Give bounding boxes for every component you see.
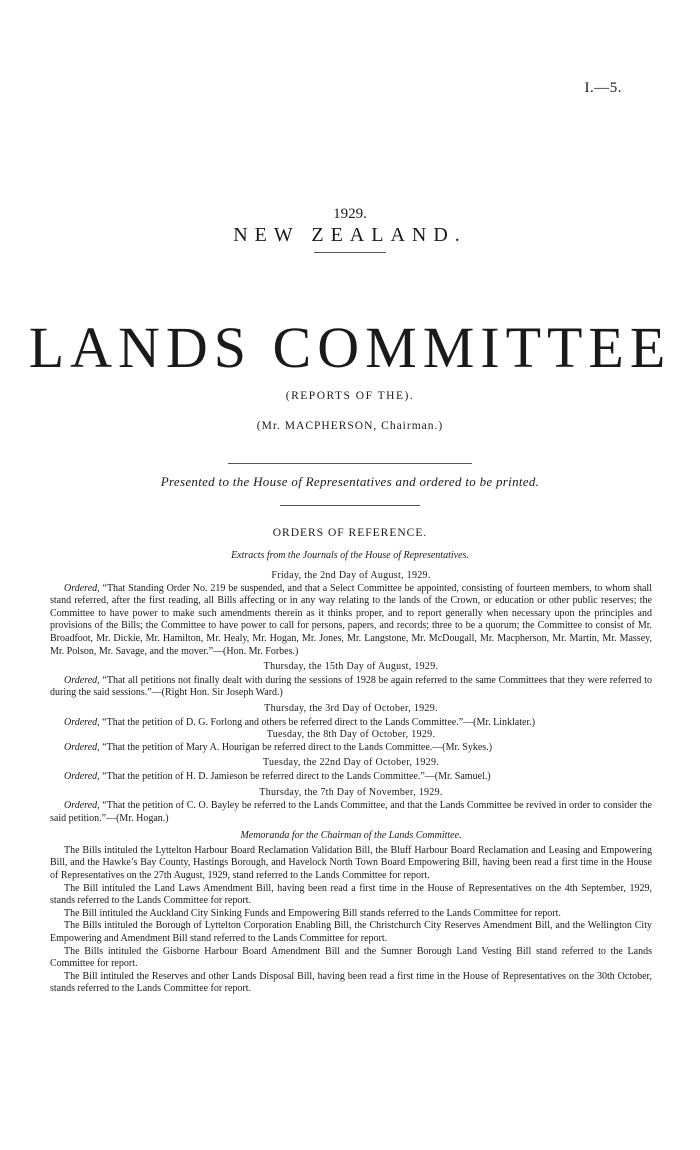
order-date: Thursday, the 3rd Day of October, 1929. [264, 702, 438, 714]
memoranda-heading: Memoranda for the Chairman of the Lands Committee. [240, 830, 462, 842]
order-paragraph [50, 771, 652, 784]
document-title: LANDS COMMITTEE [28, 315, 672, 380]
order-paragraph [50, 583, 652, 659]
ordered-label: Ordered, [64, 770, 100, 782]
order-date: Thursday, the 7th Day of November, 1929. [259, 786, 443, 798]
memo-paragraph: The Bills intituled the Gisborne Harbour Board Amendment Bill and the Sumner Borough Land Vesting Bill stand referred to the Lands Committee for report. [50, 945, 652, 970]
order-paragraph [50, 717, 652, 730]
orders-body [50, 570, 652, 996]
order-text: “That the petition of H. D. Jamieson be referred direct to the Lands Committee.”—(Mr. Samuel.) [99, 770, 491, 782]
divider [228, 463, 472, 464]
order-text: “That Standing Order No. 219 be suspended, and that a Select Committee be appointed, consisting of fourteen members, to whom shall stand referred, after the first reading, all Bills affecting or in any way relating to the lands of the Crown, or education or other public reserves; the Committee to have power to make such amendments therein as it thinks proper, and to report generally when necessary upon the principles and provisions of the Bills; the Committee to have power to call for persons, papers, and records; three to be a quorum; the Committee to consist of Mr. Broadfoot, Mr. Dickie, Mr. Hamilton, Mr. Healy, Mr. Hogan, Mr. Jones, Mr. Langstone, Mr. McDougall, Mr. Macpherson, Mr. Martin, Mr. Massey, Mr. Polson, Mr. Savage, and the mover.”—(Hon. Mr. Forbes.) [50, 582, 652, 657]
order-paragraph [50, 742, 652, 755]
order-date: Friday, the 2nd Day of August, 1929. [271, 570, 431, 581]
order-text: “That the petition of D. G. Forlong and others be referred direct to the Lands Committee.”—(Mr. Linklater.) [99, 716, 536, 728]
year: 1929. [333, 206, 367, 222]
ordered-label: Ordered, [64, 674, 100, 686]
chairman-line: (Mr. MACPHERSON, Chairman.) [256, 420, 444, 432]
ordered-label: Ordered, [64, 741, 100, 753]
extracts-line: Extracts from the Journals of the House of Representatives. [231, 550, 469, 561]
orders-heading: ORDERS OF REFERENCE. [272, 527, 428, 539]
ordered-label: Ordered, [64, 716, 100, 728]
order-paragraph [50, 675, 652, 700]
order-date: Tuesday, the 22nd Day of October, 1929. [262, 757, 440, 769]
ordered-label: Ordered, [64, 582, 100, 594]
ordered-label: Ordered, [64, 800, 100, 812]
memo-paragraph: The Bills intituled the Lyttelton Harbour Board Reclamation Validation Bill, the Bluff Harbour Board Reclamation and Leasing and Empowering Bill, and the Hawke’s Bay County, Hastings Borough, and Havelock North Town Board Empowering Bill, having been read a first time in the House of Representatives on the 27th August, 1929, stand referred to the Lands Committee for report. [50, 844, 652, 882]
order-text: “That the petition of C. O. Bayley be referred to the Lands Committee, and that the Lands Committee be revived in order to consider the said petition.”—(Mr. Hogan.) [50, 800, 652, 824]
memo-paragraph: The Bill intituled the Land Laws Amendment Bill, having been read a first time in the House of Representatives on the 4th September, 1929, stands referred to the Lands Committee for report. [50, 882, 652, 907]
order-text: “That the petition of Mary A. Hourigan be referred direct to the Lands Committee.—(Mr. Sykes.) [99, 741, 493, 753]
order-paragraph [50, 800, 652, 825]
memo-paragraph: The Bill intituled the Reserves and other Lands Disposal Bill, having been read a first time in the House of Representatives on the 30th October, stands referred to the Lands Committee for report. [50, 970, 652, 995]
country-heading: NEW ZEALAND. [233, 224, 467, 246]
divider [314, 252, 386, 253]
memoranda-body [50, 845, 652, 996]
memo-paragraph: The Bill intituled the Auckland City Sinking Funds and Empowering Bill stands referred to the Lands Committee for report. [64, 907, 561, 919]
document-subtitle: (REPORTS OF THE). [285, 390, 415, 402]
divider [280, 505, 420, 506]
order-date: Thursday, the 15th Day of August, 1929. [263, 661, 439, 673]
order-text: “That all petitions not finally dealt with during the sessions of 1928 be again referred to the same Committees that they were referred to during the said sessions.”—(Right Hon. Sir Joseph Ward.) [50, 674, 652, 699]
order-date: Tuesday, the 8th Day of October, 1929. [266, 729, 436, 741]
memo-paragraph: The Bills intituled the Borough of Lyttelton Corporation Enabling Bill, the Christchurch City Reserves Amendment Bill, and the Wellington City Empowering and Amendment Bill stand referred to the Lands Committee for report. [50, 920, 652, 945]
page-reference: I.—5. [584, 80, 622, 96]
presented-line: Presented to the House of Representatives and ordered to be printed. [160, 474, 540, 489]
